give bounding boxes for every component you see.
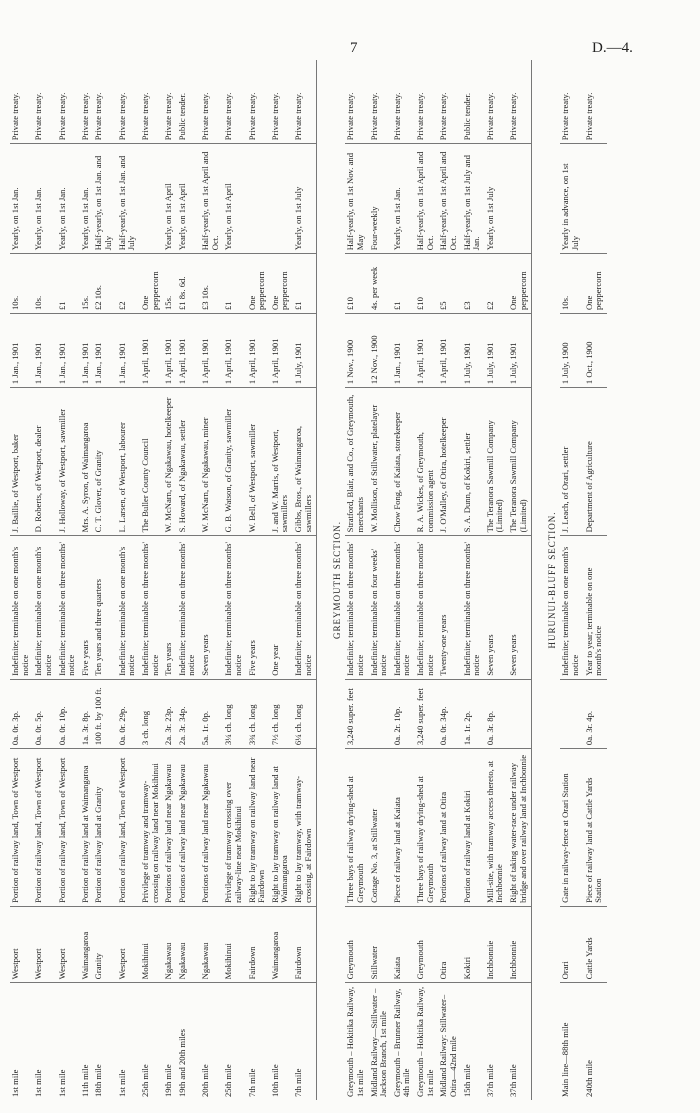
- description-cell: Right to lay tramway on railway land at Waimangaroa: [270, 749, 293, 907]
- date-cell: 1 April, 1901: [270, 313, 293, 387]
- station-cell: Mokihinui: [140, 906, 163, 983]
- method-cell: Private treaty.: [560, 60, 583, 144]
- term-cell: Seven years: [508, 536, 532, 679]
- area-cell: 0a. 2r. 10p.: [392, 679, 415, 748]
- description-cell: Portion of railway land, Town of Westport: [10, 749, 33, 907]
- area-cell: 0a. 0r. 3p.: [10, 679, 33, 748]
- station-cell: Westport: [10, 906, 33, 983]
- table-row: [345, 60, 368, 1100]
- payment-cell: Half-yearly, on 1st Jan. and July: [93, 144, 116, 254]
- station-cell: Stillwater: [369, 906, 392, 983]
- description-cell: Portions of railway land near Ngakawau: [177, 749, 200, 907]
- method-cell: Private treaty.: [485, 60, 508, 144]
- station-cell: Greymouth: [345, 906, 368, 983]
- section-gap: [532, 60, 543, 1100]
- lessee-cell: The Buller County Council: [140, 388, 163, 536]
- mileage-cell: 15th mile: [461, 1064, 472, 1097]
- payment-cell: Half-yearly, on 1st July and Jan.: [462, 144, 485, 254]
- table-row: [392, 60, 415, 1100]
- lessee-cell: J. Baillie, of Westport, baker: [10, 388, 33, 536]
- term-cell: Indefinite; terminable on three months' notice: [415, 536, 438, 679]
- term-cell: Five years: [247, 536, 270, 679]
- section-gap: [317, 60, 328, 1100]
- station-cell: Mokihinui: [223, 906, 246, 983]
- station-cell: Granity: [93, 906, 116, 983]
- payment-cell: [508, 144, 532, 254]
- payment-cell: Yearly, on 1st Jan.: [33, 144, 56, 254]
- table-row: [177, 60, 200, 1100]
- area-cell: 2a. 3r. 23p.: [163, 679, 177, 748]
- method-cell: Private treaty.: [438, 60, 461, 144]
- lessee-cell: S. Howard, of Ngakawau, settler: [177, 388, 200, 536]
- mileage-cell: Greymouth – Hokitika Railway, 1st mile: [415, 986, 435, 1097]
- table-row: [57, 60, 80, 1100]
- term-cell: Ten years: [163, 536, 177, 679]
- term-cell: Twenty-one years: [438, 536, 461, 679]
- mileage-cell: 19th mile: [163, 1064, 174, 1097]
- method-cell: Public tender.: [462, 60, 485, 144]
- leases-table: [10, 60, 607, 1100]
- area-cell: [369, 679, 392, 748]
- date-cell: 1 April, 1901: [415, 313, 438, 387]
- description-cell: Piece of railway land at Cattle Yards Station: [584, 749, 607, 907]
- method-cell: Private treaty.: [10, 60, 33, 144]
- table-row: [93, 60, 116, 1100]
- payment-cell: [247, 144, 270, 254]
- method-cell: Private treaty.: [508, 60, 532, 144]
- lessee-cell: J. O'Malley, of Otira, hotelkeeper: [438, 388, 461, 536]
- method-cell: Public tender.: [177, 60, 200, 144]
- mileage-cell: 240th mile: [583, 1060, 594, 1097]
- rotated-table-container: [10, 60, 690, 1100]
- lessee-cell: J. Holloway, of Westport, sawmiller: [57, 388, 80, 536]
- rent-cell: 10s.: [10, 254, 33, 314]
- mileage-cell: Midland Railway: Stillwater–Otira—42nd mile: [438, 994, 458, 1097]
- lessee-cell: The Teranora Sawmill Company (Limited): [485, 388, 508, 536]
- term-cell: Indefinite; terminable on three months' notice: [293, 536, 317, 679]
- area-cell: [560, 679, 583, 748]
- mileage-cell: 19th and 20th miles: [176, 1028, 187, 1097]
- area-cell: 5a. 1r. 0p.: [200, 679, 223, 748]
- area-cell: 0a. 0r. 29p.: [117, 679, 140, 748]
- payment-cell: Half-yearly, on 1st April and Oct.: [438, 144, 461, 254]
- station-cell: Inchbonnie: [485, 906, 508, 983]
- description-cell: Cottage No. 3, at Stillwater: [369, 749, 392, 907]
- payment-cell: [584, 144, 607, 254]
- date-cell: 1 Jan., 1901: [57, 313, 80, 387]
- mileage-cell: 25th mile: [223, 1064, 234, 1097]
- station-cell: Inchbonnie: [508, 906, 532, 983]
- area-cell: 1a. 3r. 8p.: [80, 679, 94, 748]
- payment-cell: Half-yearly, on 1st April and Oct.: [415, 144, 438, 254]
- area-cell: 0a. 0r. 10p.: [57, 679, 80, 748]
- description-cell: Three bays of railway drying-shed at Greymouth: [415, 749, 438, 907]
- mileage-cell: 1st mile: [10, 1069, 20, 1097]
- method-cell: Private treaty.: [270, 60, 293, 144]
- section-heading-row: [542, 60, 560, 1100]
- method-cell: Private treaty.: [57, 60, 80, 144]
- area-cell: 100 ft. by 100 ft.: [93, 679, 116, 748]
- date-cell: 1 April, 1901: [177, 313, 200, 387]
- method-cell: Private treaty.: [33, 60, 56, 144]
- area-cell: 2a. 3r. 34p.: [177, 679, 200, 748]
- lessee-cell: W. Mollison, of Stillwater, platelayer: [369, 388, 392, 536]
- payment-cell: Yearly, on 1st Jan.: [57, 144, 80, 254]
- term-cell: Ten years and three quarters: [93, 536, 116, 679]
- term-cell: Indefinite; terminable on three months' notice: [392, 536, 415, 679]
- term-cell: Indefinite; terminable on three months' notice: [223, 536, 246, 679]
- method-cell: Private treaty.: [247, 60, 270, 144]
- term-cell: Indefinite; terminable on one month's notice: [33, 536, 56, 679]
- term-cell: Seven years: [485, 536, 508, 679]
- table-row: [10, 60, 33, 1100]
- date-cell: 1 April, 1901: [247, 313, 270, 387]
- rent-cell: £2: [485, 254, 508, 314]
- area-cell: 6¼ ch. long: [293, 679, 317, 748]
- table-row: [485, 60, 508, 1100]
- mileage-cell: 18th mile: [93, 1064, 104, 1097]
- method-cell: Private treaty.: [392, 60, 415, 144]
- station-cell: Westport: [117, 906, 140, 983]
- rent-cell: 15s.: [163, 254, 177, 314]
- description-cell: Right to lay tramway on railway land near Fairdown: [247, 749, 270, 907]
- rent-cell: £3 10s.: [200, 254, 223, 314]
- table-row: [163, 60, 177, 1100]
- payment-cell: [140, 144, 163, 254]
- payment-cell: Yearly, on 1st July: [485, 144, 508, 254]
- date-cell: 1 July, 1901: [485, 313, 508, 387]
- area-cell: 0a. 0r. 34p.: [438, 679, 461, 748]
- date-cell: 1 Jan., 1901: [117, 313, 140, 387]
- method-cell: Private treaty.: [93, 60, 116, 144]
- table-row: [508, 60, 532, 1100]
- description-cell: Three bays of railway drying-shed at Greymouth: [345, 749, 368, 907]
- lessee-cell: J. Leach, of Orari, settler: [560, 388, 583, 536]
- method-cell: Private treaty.: [369, 60, 392, 144]
- section-heading: HURUNUI-BLUFF SECTION.: [547, 511, 558, 649]
- station-cell: Westport: [57, 906, 80, 983]
- rent-cell: 10s.: [560, 254, 583, 314]
- method-cell: Private treaty.: [584, 60, 607, 144]
- section-rule: [317, 60, 328, 1100]
- date-cell: 1 April, 1901: [438, 313, 461, 387]
- mileage-cell: 1st mile: [116, 1069, 127, 1097]
- date-cell: 1 July, 1901: [293, 313, 317, 387]
- term-cell: Indefinite; terminable on three months' notice: [57, 536, 80, 679]
- term-cell: Indefinite; terminable on three months' notice: [345, 536, 368, 679]
- date-cell: 1 Jan., 1901: [33, 313, 56, 387]
- mileage-cell: Greymouth – Hokitika Railway, 1st mile: [345, 986, 365, 1097]
- rent-cell: 10s.: [33, 254, 56, 314]
- payment-cell: Yearly, on 1st April: [177, 144, 200, 254]
- payment-cell: Yearly, on 1st April: [163, 144, 177, 254]
- mileage-cell: 10th mile: [269, 1064, 280, 1097]
- date-cell: 1 Jan., 1901: [93, 313, 116, 387]
- station-cell: Ngakawau: [163, 906, 177, 983]
- payment-cell: Yearly in advance, on 1st July: [560, 144, 583, 254]
- description-cell: Right of taking water-race under railway bridge and over railway land at Inchbonnie: [508, 749, 532, 907]
- table-row: [80, 60, 94, 1100]
- area-cell: 3,240 super. feet: [345, 679, 368, 748]
- table-row: [223, 60, 246, 1100]
- rent-cell: £10: [345, 254, 368, 314]
- payment-cell: Yearly, on 1st Jan.: [80, 144, 94, 254]
- rent-cell: £1: [293, 254, 317, 314]
- rent-cell: One peppercorn: [140, 254, 163, 314]
- page-number: 7: [350, 40, 358, 56]
- lessee-cell: J. and W. Marris, of Westport, sawmillers: [270, 388, 293, 536]
- term-cell: Year to year; terminable on one month's notice: [584, 536, 607, 679]
- method-cell: Private treaty.: [415, 60, 438, 144]
- payment-cell: Half-yearly, on 1st Nov. and May: [345, 144, 368, 254]
- rent-cell: £1: [392, 254, 415, 314]
- term-cell: Seven years: [200, 536, 223, 679]
- lessee-cell: Chow Fong, of Kaiata, storekeeper: [392, 388, 415, 536]
- rent-cell: £1: [57, 254, 80, 314]
- lessee-cell: R. A. Wickes, of Greymouth, commission agent: [415, 388, 438, 536]
- description-cell: Right to lay tramway, with tramway-crossing, at Fairdown: [293, 749, 317, 907]
- table-row: [415, 60, 438, 1100]
- table-row: [270, 60, 293, 1100]
- station-cell: Otira: [438, 906, 461, 983]
- table-row: [117, 60, 140, 1100]
- description-cell: Portions of railway land near Ngakawau: [163, 749, 177, 907]
- mileage-cell: 7th mile: [246, 1068, 257, 1097]
- date-cell: 1 April, 1901: [223, 313, 246, 387]
- term-cell: One year: [270, 536, 293, 679]
- method-cell: Private treaty.: [140, 60, 163, 144]
- table-row: [140, 60, 163, 1100]
- table-row: [584, 60, 607, 1100]
- term-cell: Indefinite; terminable on three months' notice: [177, 536, 200, 679]
- date-cell: 1 April, 1901: [140, 313, 163, 387]
- rent-cell: £2 10s.: [93, 254, 116, 314]
- method-cell: Private treaty.: [163, 60, 177, 144]
- station-cell: Kokiri: [462, 906, 485, 983]
- payment-cell: Half-yearly, on 1st April and Oct.: [200, 144, 223, 254]
- payment-cell: Half-yearly, on 1st Jan. and July: [117, 144, 140, 254]
- lessee-cell: S. A. Dunn, of Kokiri, settler: [462, 388, 485, 536]
- mileage-cell: 37th mile: [508, 1064, 519, 1097]
- method-cell: Private treaty.: [200, 60, 223, 144]
- date-cell: 1 Oct., 1900: [584, 313, 607, 387]
- description-cell: Portions of railway land at Otira: [438, 749, 461, 907]
- lessee-cell: D. Roberts, of Westport, dealer: [33, 388, 56, 536]
- description-cell: Gate in railway-fence at Orari Station: [560, 749, 583, 907]
- lessee-cell: Stratford, Blair, and Co., of Greymouth, merchants: [345, 388, 368, 536]
- date-cell: 1 July, 1901: [462, 313, 485, 387]
- lessee-cell: Department of Agriculture: [584, 388, 607, 536]
- rent-cell: £1: [223, 254, 246, 314]
- description-cell: Privilege of tramway crossing over railway-line near Mokihinui: [223, 749, 246, 907]
- area-cell: 1a. 1r. 2p.: [462, 679, 485, 748]
- table-row: [33, 60, 56, 1100]
- date-cell: 1 Jan., 1901: [392, 313, 415, 387]
- table-row: [293, 60, 317, 1100]
- method-cell: Private treaty.: [117, 60, 140, 144]
- description-cell: Portions of railway land near Ngakawau: [200, 749, 223, 907]
- payment-cell: Four-weekly: [369, 144, 392, 254]
- station-cell: Cattle Yards: [584, 906, 607, 983]
- mileage-cell: 1st mile: [56, 1069, 67, 1097]
- date-cell: 1 April, 1901: [200, 313, 223, 387]
- payment-cell: Yearly, on 1st Jan.: [10, 144, 33, 254]
- date-cell: 1 April, 1901: [163, 313, 177, 387]
- payment-cell: [270, 144, 293, 254]
- mileage-cell: 1st mile: [33, 1069, 44, 1097]
- term-cell: Indefinite; terminable on one month's notice: [560, 536, 583, 679]
- payment-cell: Yearly, on 1st April: [223, 144, 246, 254]
- area-cell: [508, 679, 532, 748]
- table-row: [462, 60, 485, 1100]
- lessee-cell: W. McNarn, of Ngakawau, miner: [200, 388, 223, 536]
- table-row: [438, 60, 461, 1100]
- area-cell: 0a. 0r. 5p.: [33, 679, 56, 748]
- rent-cell: £10: [415, 254, 438, 314]
- lessee-cell: The Teranora Sawmill Company (Limited): [508, 388, 532, 536]
- lessee-cell: W. Bell, of Westport, sawmiller: [247, 388, 270, 536]
- station-cell: Fairdown: [247, 906, 270, 983]
- rent-cell: One peppercorn: [584, 254, 607, 314]
- table-row: [560, 60, 583, 1100]
- description-cell: Portion of railway land at Granity: [93, 749, 116, 907]
- area-cell: 3,240 super. feet: [415, 679, 438, 748]
- area-cell: 0a. 3r. 8p.: [485, 679, 508, 748]
- area-cell: 7½ ch. long: [270, 679, 293, 748]
- rent-cell: £2: [117, 254, 140, 314]
- term-cell: Indefinite; terminable on four weeks' notice: [369, 536, 392, 679]
- term-cell: Indefinite; terminable on one month's notice: [10, 536, 33, 679]
- table-row: [200, 60, 223, 1100]
- table-body: [10, 60, 607, 1100]
- description-cell: Portion of railway land, Town of Westport: [117, 749, 140, 907]
- lessee-cell: C. T. Glover, of Granity: [93, 388, 116, 536]
- term-cell: Indefinite; terminable on three months' notice: [140, 536, 163, 679]
- description-cell: Piece of railway land at Kaiata: [392, 749, 415, 907]
- station-cell: Greymouth: [415, 906, 438, 983]
- area-cell: 0a. 3r. 4p.: [584, 679, 607, 748]
- rent-cell: £5: [438, 254, 461, 314]
- payment-cell: Yearly, on 1st Jan.: [392, 144, 415, 254]
- rent-cell: 4s. per week: [369, 254, 392, 314]
- mileage-cell: Main line—88th mile: [560, 1022, 571, 1097]
- station-cell: Ngakawau: [177, 906, 200, 983]
- lessee-cell: Gibbs, Bros., of Waimangaroa, sawmillers: [293, 388, 317, 536]
- lessee-cell: G. B. Watson, of Granity, sawmiller: [223, 388, 246, 536]
- description-cell: Portion of railway land at Kokiri: [462, 749, 485, 907]
- payment-cell: Yearly, on 1st July: [293, 144, 317, 254]
- mileage-cell: 7th mile: [293, 1068, 303, 1097]
- description-cell: Mill-site, with tramway access thereto, at Inchbonnie: [485, 749, 508, 907]
- rent-cell: 15s.: [80, 254, 94, 314]
- mileage-cell: Midland Railway—Stillwater – Jackson Branch, 1st mile: [368, 988, 389, 1097]
- rent-cell: £3: [462, 254, 485, 314]
- mileage-cell: Greymouth – Brunner Railway, 4th mile: [391, 988, 412, 1097]
- mileage-cell: 25th mile: [139, 1064, 150, 1097]
- station-cell: Waimangaroa: [80, 906, 94, 983]
- mileage-cell: 11th mile: [79, 1064, 90, 1097]
- area-cell: 3¼ ch. long: [223, 679, 246, 748]
- area-cell: 3¾ ch. long: [247, 679, 270, 748]
- date-cell: 1 July, 1900: [560, 313, 583, 387]
- lessee-cell: Mrs. A. Syron, of Waimangaroa: [80, 388, 94, 536]
- description-cell: Portion of railway land, Town of Westport: [33, 749, 56, 907]
- station-cell: Kaiata: [392, 906, 415, 983]
- mileage-cell: 37th mile: [484, 1064, 495, 1097]
- station-cell: Fairdown: [293, 906, 317, 983]
- mileage-cell: 20th mile: [200, 1064, 210, 1097]
- term-cell: Indefinite; terminable on one month's notice: [117, 536, 140, 679]
- table-row: [369, 60, 392, 1100]
- description-cell: Portion of railway land, Town of Westport: [57, 749, 80, 907]
- date-cell: 1 July, 1901: [508, 313, 532, 387]
- rent-cell: £1 8s. 6d.: [177, 254, 200, 314]
- term-cell: Five years: [80, 536, 94, 679]
- date-cell: 1 Nov., 1900: [345, 313, 368, 387]
- lessee-cell: L. Larsen, of Westport, labourer: [117, 388, 140, 536]
- station-cell: Waimangaroa: [270, 906, 293, 983]
- table-row: [247, 60, 270, 1100]
- rent-cell: One peppercorn: [508, 254, 532, 314]
- method-cell: Private treaty.: [223, 60, 246, 144]
- section-heading-row: [327, 60, 345, 1100]
- area-cell: 3 ch. long: [140, 679, 163, 748]
- station-cell: Orari: [560, 906, 583, 983]
- method-cell: Private treaty.: [345, 60, 368, 144]
- date-cell: 1 Jan., 1901: [80, 313, 94, 387]
- method-cell: Private treaty.: [80, 60, 94, 144]
- station-cell: Westport: [33, 906, 56, 983]
- description-cell: Privilege of tramway and tramway-crossing on railway land near Mokihinui: [140, 749, 163, 907]
- lessee-cell: W. McNarn, of Ngakawau, hotelkeeper: [163, 388, 177, 536]
- term-cell: Indefinite; terminable on three months' notice: [462, 536, 485, 679]
- section-rule: [532, 60, 543, 1100]
- rent-cell: One peppercorn: [247, 254, 270, 314]
- description-cell: Portion of railway land at Waimangaroa: [80, 749, 94, 907]
- document-reference: D.—4.: [592, 40, 633, 56]
- station-cell: Ngakawau: [200, 906, 223, 983]
- rent-cell: One peppercorn: [270, 254, 293, 314]
- method-cell: Private treaty.: [293, 60, 317, 144]
- section-heading: GREYMOUTH SECTION.: [332, 521, 343, 639]
- date-cell: 12 Nov., 1900: [369, 313, 392, 387]
- date-cell: 1 Jan., 1901: [10, 313, 33, 387]
